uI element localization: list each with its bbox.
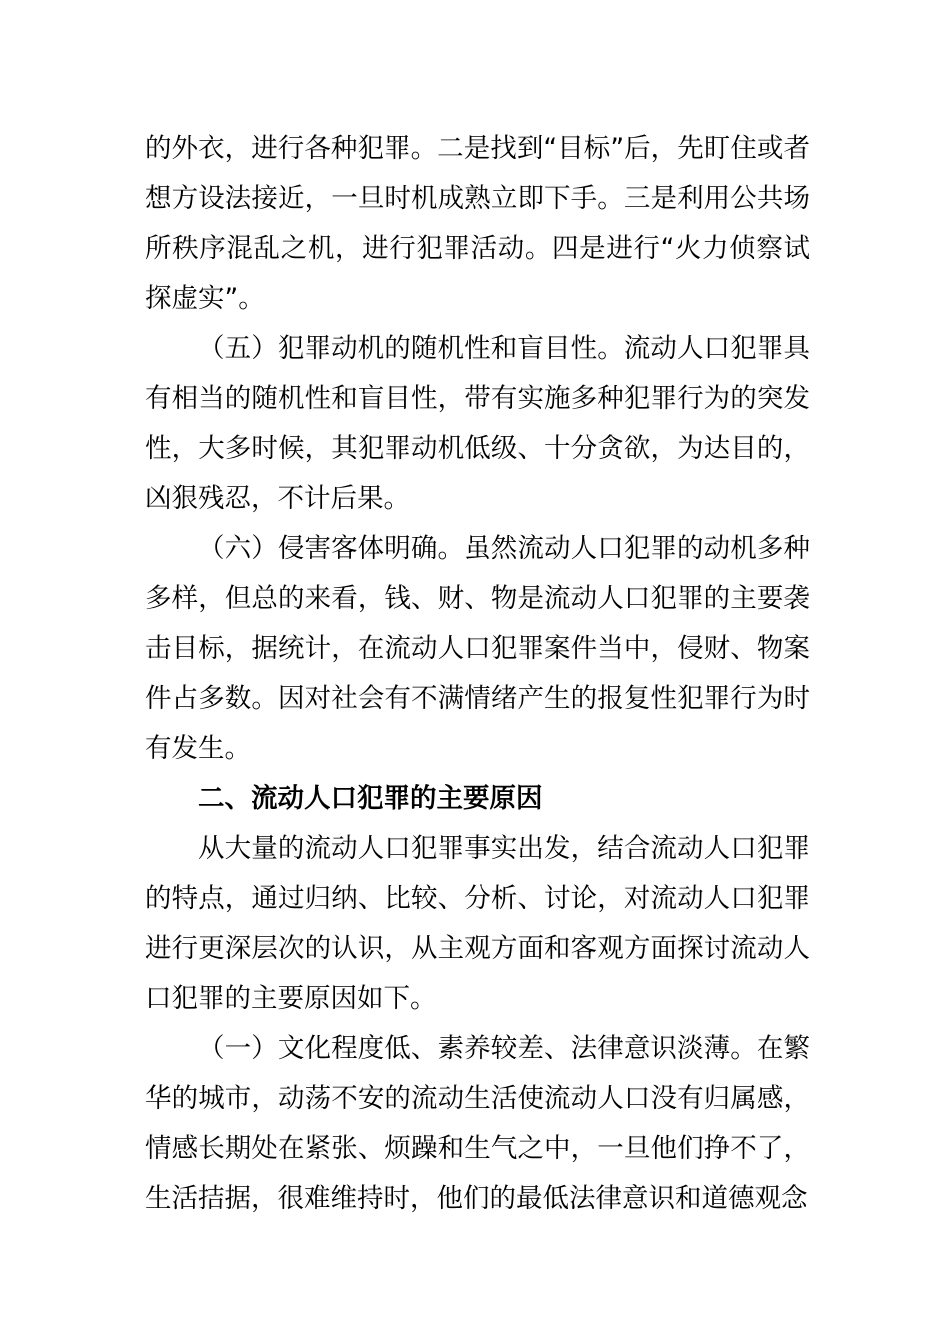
paragraph-section-five: （五）犯罪动机的随机性和盲目性。流动人口犯罪具有相当的随机性和盲目性，带有实施多种犯罪行为的突发性，大多时候，其犯罪动机低级、十分贪欲，为达目的，凶狠残忍，不计后果。	[145, 333, 810, 514]
document-body	[145, 124, 810, 1224]
paragraph-cause-one: （一）文化程度低、素养较差、法律意识淡薄。在繁华的城市，动荡不安的流动生活使流动人口没有归属感，情感长期处在紧张、烦躁和生气之中，一旦他们挣不了，生活拮据，很难维持时，他们的最低法律意识和道德观念	[145, 1033, 810, 1214]
section-heading-two: 二、流动人口犯罪的主要原因	[198, 783, 543, 814]
paragraph-continuation: 的外衣，进行各种犯罪。二是找到“目标”后，先盯住或者想方设法接近，一旦时机成熟立即下手。三是利用公共场所秩序混乱之机，进行犯罪活动。四是进行“火力侦察试探虚实”。	[145, 133, 810, 314]
paragraph-section-six: （六）侵害客体明确。虽然流动人口犯罪的动机多种多样，但总的来看，钱、财、物是流动人口犯罪的主要袭击目标，据统计，在流动人口犯罪案件当中，侵财、物案件占多数。因对社会有不满情绪产生的报复性犯罪行为时有发生。	[145, 533, 810, 764]
paragraph-intro: 从大量的流动人口犯罪事实出发，结合流动人口犯罪的特点，通过归纳、比较、分析、讨论，对流动人口犯罪进行更深层次的认识，从主观方面和客观方面探讨流动人口犯罪的主要原因如下。	[145, 833, 810, 1014]
